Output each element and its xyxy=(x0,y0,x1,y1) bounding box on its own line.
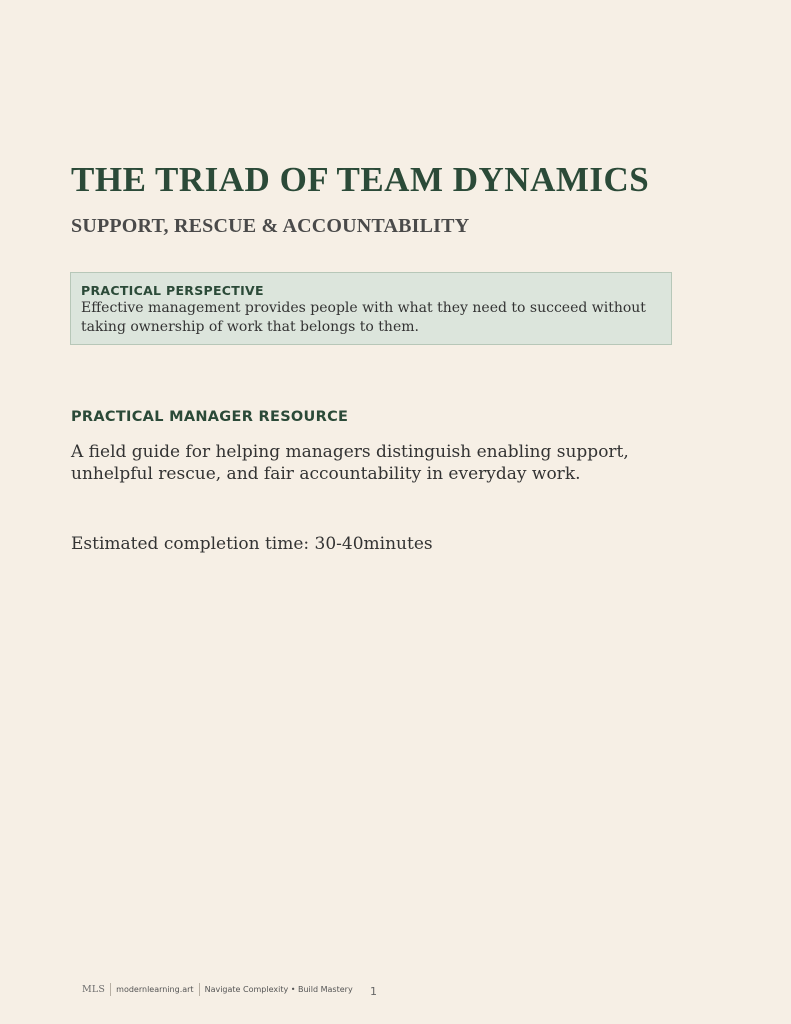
page-number: 1 xyxy=(370,985,377,998)
page-subtitle: SUPPORT, RESCUE & ACCOUNTABILITY xyxy=(71,215,470,237)
brand-logo: MLS xyxy=(82,983,106,995)
description-text: A field guide for helping managers distinguish enabling support, unhelpful rescue, and fair accountability in everyday work. xyxy=(71,442,629,484)
footer-divider xyxy=(199,983,200,996)
resource-label: PRACTICAL MANAGER RESOURCE xyxy=(71,409,349,425)
footer xyxy=(82,981,353,997)
page-title: THE TRIAD OF TEAM DYNAMICS xyxy=(71,160,650,199)
completion-time: Estimated completion time: 30-40minutes xyxy=(71,534,433,554)
footer-site: modernlearning.art xyxy=(116,984,194,994)
callout-text: Effective management provides people with what they need to succeed without taking ownership of work that belongs to them. xyxy=(81,300,646,335)
practical-perspective-callout xyxy=(70,272,672,345)
footer-tagline: Navigate Complexity • Build Mastery xyxy=(204,984,353,994)
callout-label: PRACTICAL PERSPECTIVE xyxy=(81,283,264,298)
footer-divider xyxy=(110,983,111,996)
